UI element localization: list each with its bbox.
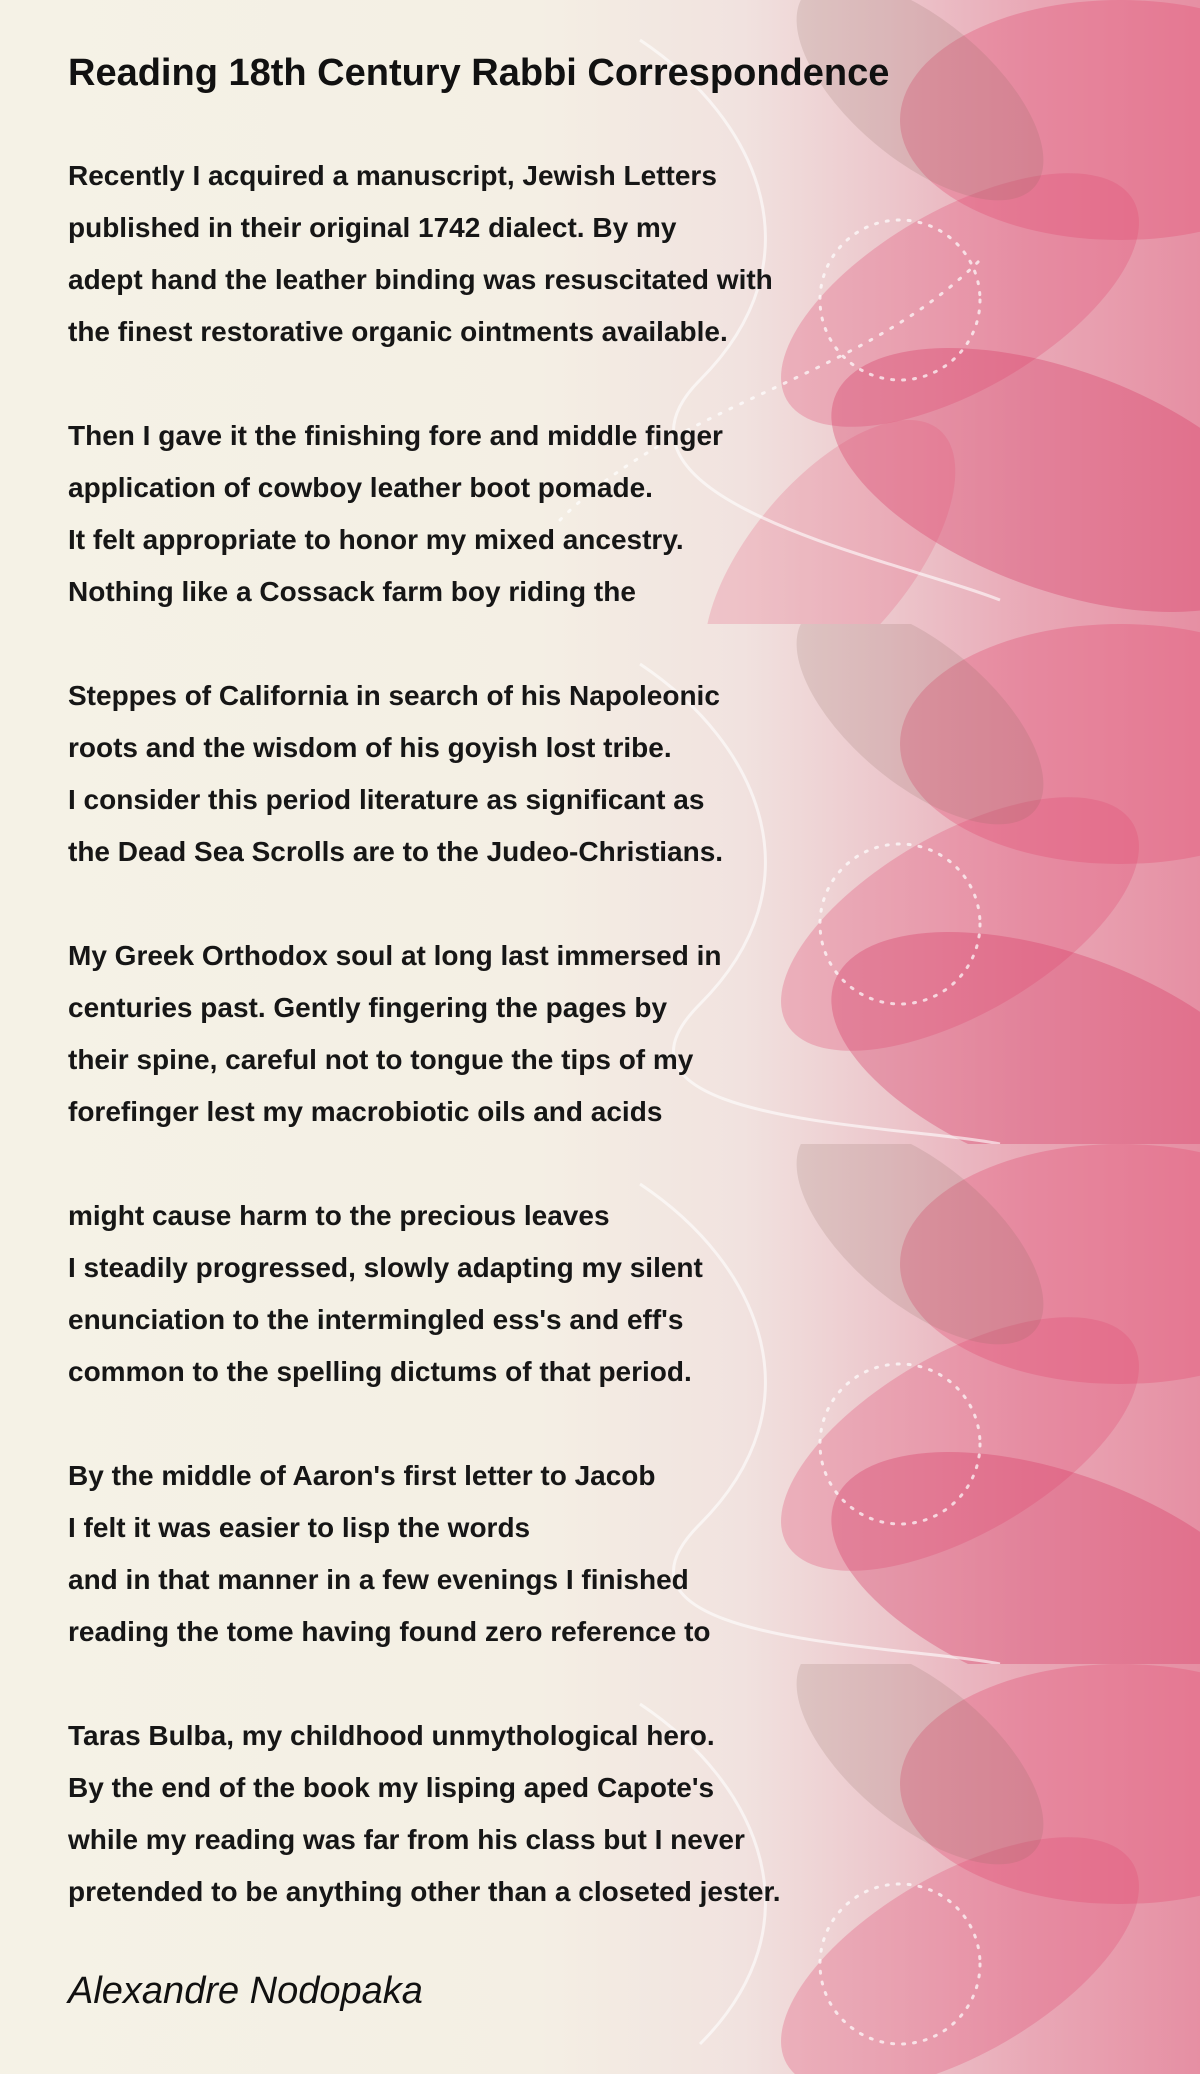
poem-line: I felt it was easier to lisp the words — [68, 1512, 531, 1543]
poem-line: the finest restorative organic ointments available. — [68, 316, 728, 347]
stanza-6 — [68, 1450, 711, 1658]
poem-line: Nothing like a Cossack farm boy riding the — [68, 576, 636, 607]
stanza-5 — [68, 1190, 703, 1398]
poem-line: common to the spelling dictums of that period. — [68, 1356, 692, 1387]
poem-line: Then I gave it the finishing fore and middle finger — [68, 420, 723, 451]
poem-line: and in that manner in a few evenings I finished — [68, 1564, 689, 1595]
poem-line: By the middle of Aaron's first letter to Jacob — [68, 1460, 656, 1491]
stanza-4 — [68, 930, 721, 1138]
poem-line: pretended to be anything other than a closeted jester. — [68, 1876, 781, 1907]
author-name: Alexandre Nodopaka — [68, 1970, 423, 2012]
stanza-7 — [68, 1710, 781, 1918]
poem-line: might cause harm to the precious leaves — [68, 1200, 610, 1231]
poem-line: By the end of the book my lisping aped Capote's — [68, 1772, 715, 1803]
poem-line: enunciation to the intermingled ess's and eff's — [68, 1304, 684, 1335]
poem-line: Taras Bulba, my childhood unmythological hero. — [68, 1720, 715, 1751]
poem-line: Steppes of California in search of his Napoleonic — [68, 680, 720, 711]
poem-line: adept hand the leather binding was resuscitated with — [68, 264, 773, 295]
poem-line: Recently I acquired a manuscript, Jewish Letters — [68, 160, 717, 191]
poem-line: while my reading was far from his class but I never — [68, 1824, 745, 1855]
poem-title: Reading 18th Century Rabbi Correspondence — [68, 52, 890, 94]
poem-line: forefinger lest my macrobiotic oils and acids — [68, 1096, 663, 1127]
poem-line: published in their original 1742 dialect. By my — [68, 212, 677, 243]
poem-line: My Greek Orthodox soul at long last immersed in — [68, 940, 722, 971]
poem-line: roots and the wisdom of his goyish lost tribe. — [68, 732, 672, 763]
poem-line: It felt appropriate to honor my mixed ancestry. — [68, 524, 684, 555]
stanza-1 — [68, 150, 773, 358]
poem-line: the Dead Sea Scrolls are to the Judeo-Christians. — [68, 836, 724, 867]
poem-line: centuries past. Gently fingering the pages by — [68, 992, 668, 1023]
poem-line: application of cowboy leather boot pomade. — [68, 472, 653, 503]
stanza-2 — [68, 410, 723, 618]
poem-line: their spine, careful not to tongue the tips of my — [68, 1044, 694, 1075]
poem-line: I steadily progressed, slowly adapting my silent — [68, 1252, 703, 1283]
stanza-3 — [68, 670, 723, 878]
poem-line: reading the tome having found zero reference to — [68, 1616, 711, 1647]
poem-line: I consider this period literature as significant as — [68, 784, 705, 815]
